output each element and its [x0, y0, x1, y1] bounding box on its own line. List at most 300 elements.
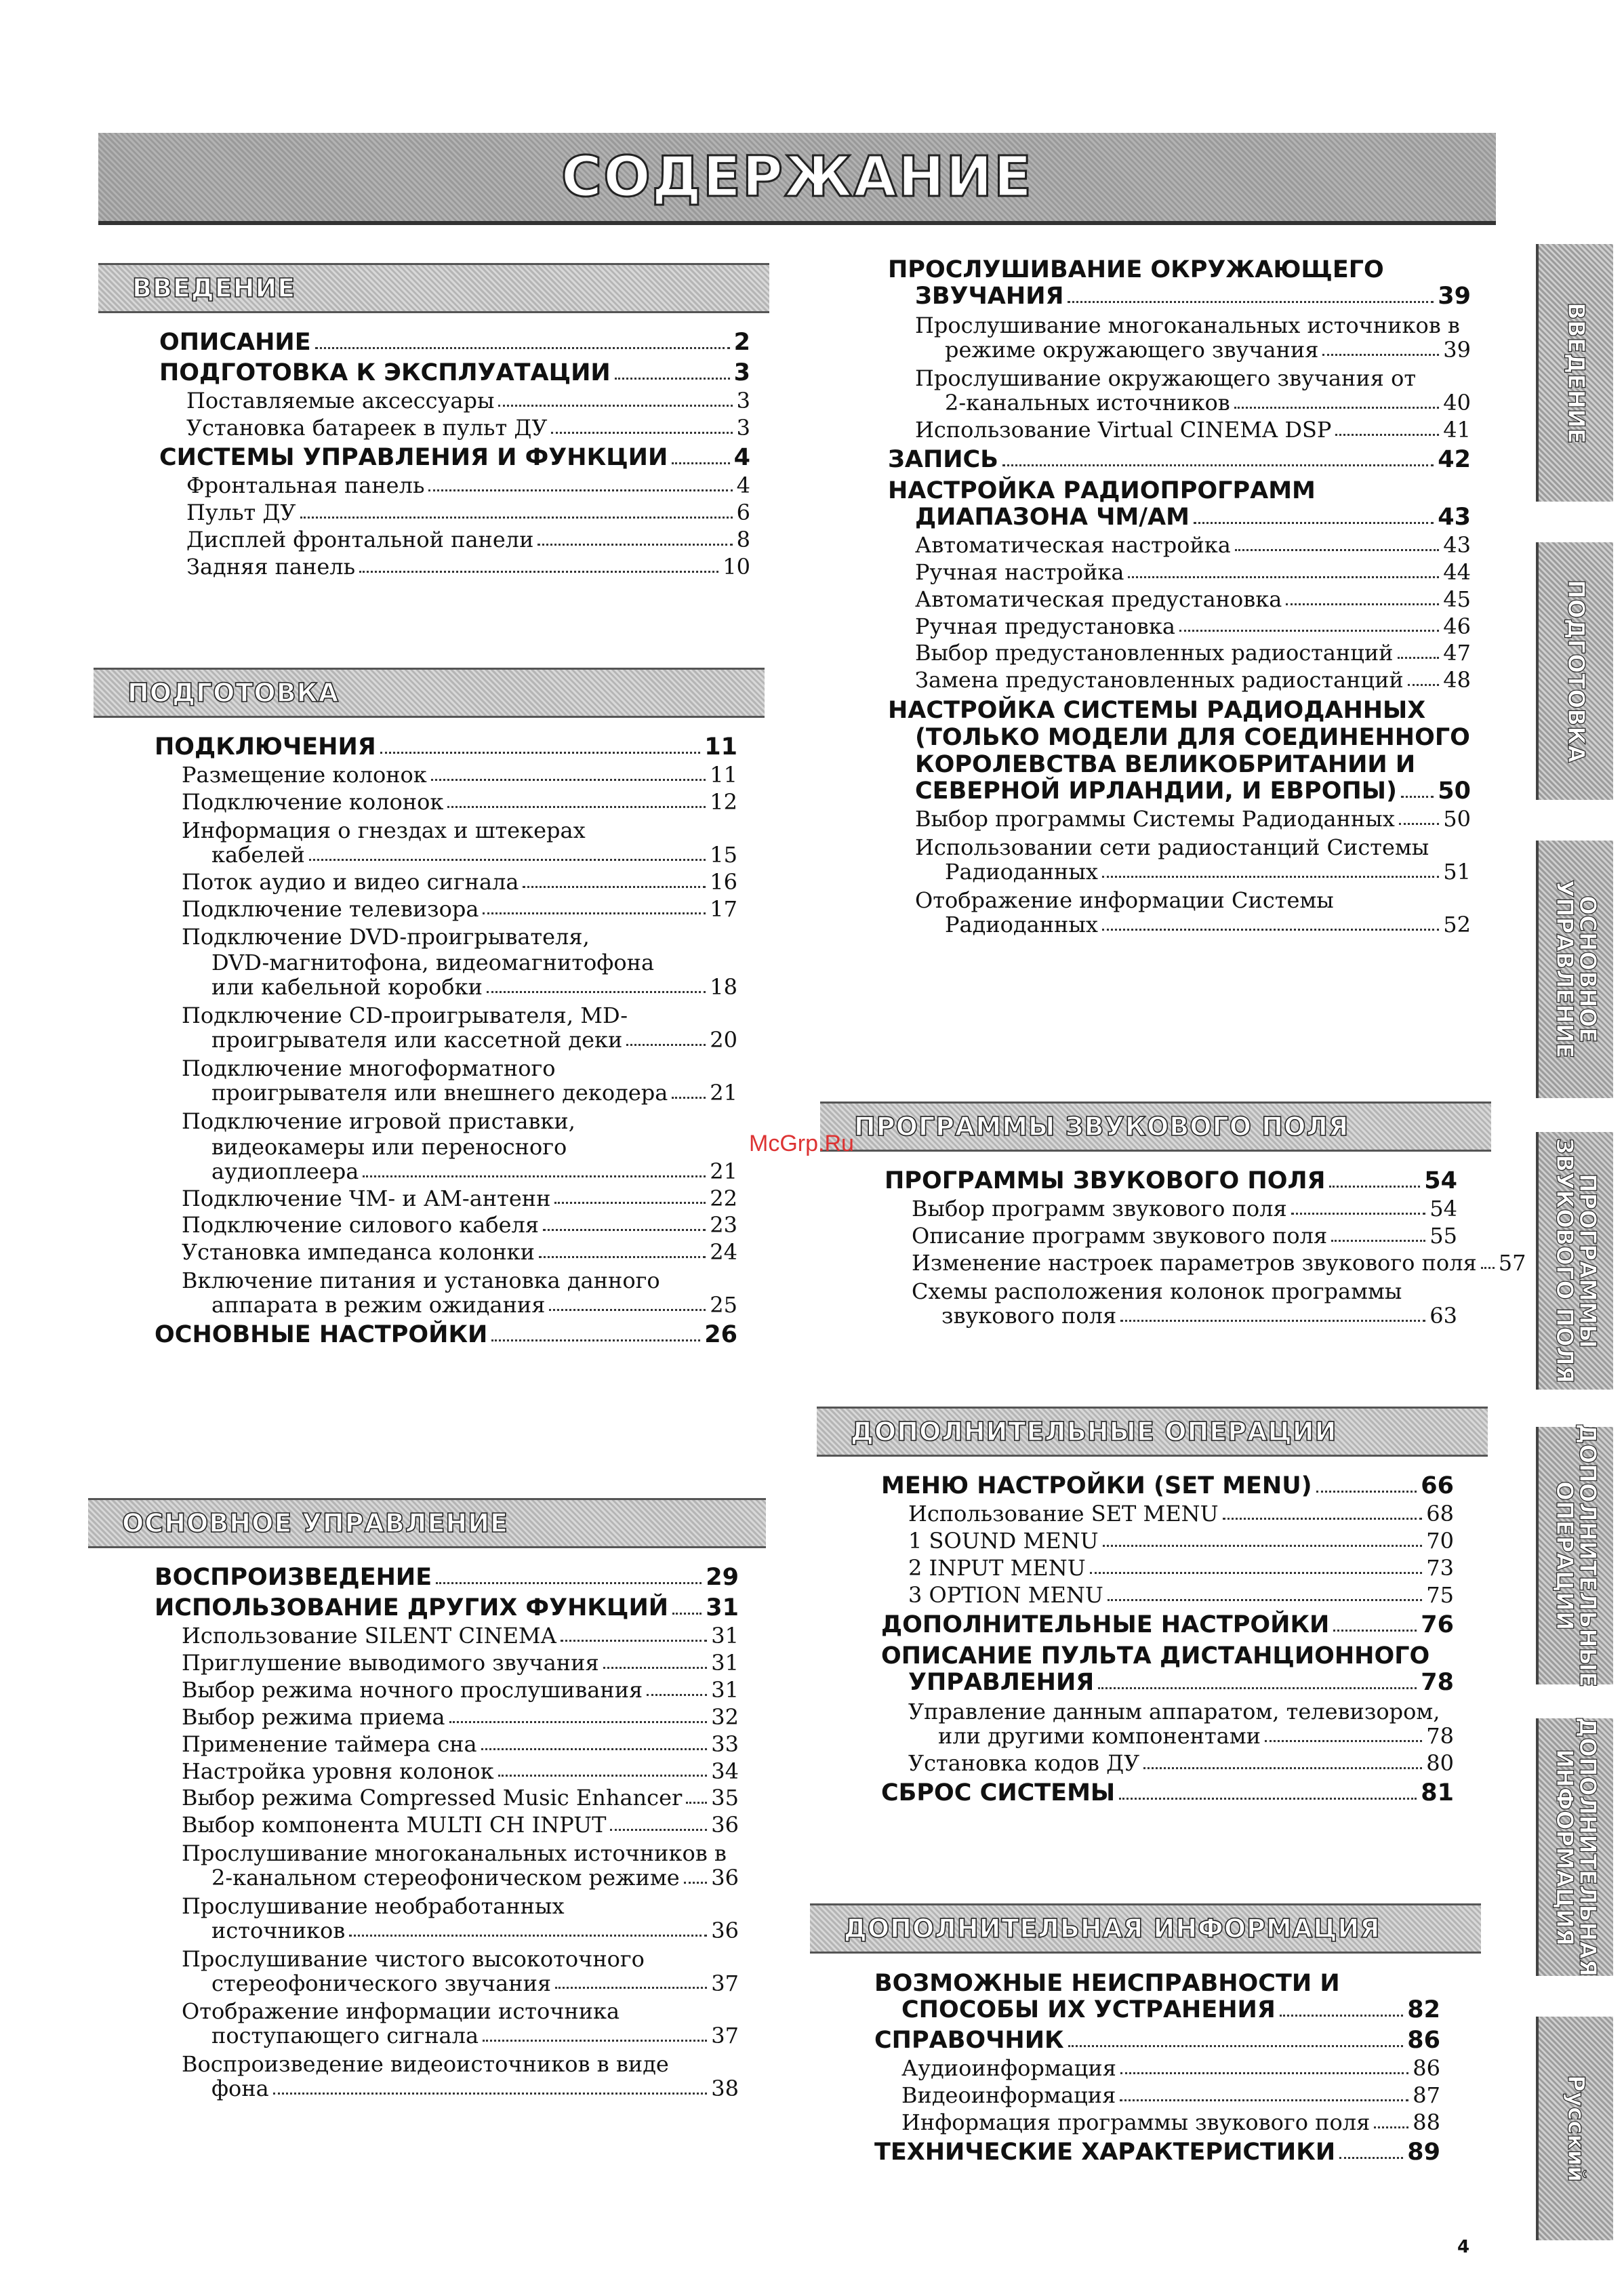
toc-entry-title: Использование Virtual CINEMA DSP [915, 416, 1332, 443]
toc-chapter[interactable] [155, 1564, 739, 1591]
toc-entry-last-line [901, 2057, 1440, 2081]
section-soundfield [820, 1102, 1526, 1329]
dot-leader [1002, 464, 1434, 466]
toc-entry-title: Подключение колонок [182, 789, 444, 815]
dot-leader [603, 1667, 708, 1669]
toc-entry[interactable] [885, 1249, 1526, 1276]
dot-leader [686, 1802, 707, 1804]
toc-page-number: 3 [733, 359, 750, 387]
toc-entry-title: Использование SILENT CINEMA [182, 1623, 556, 1649]
toc-entry-title: 3 OPTION MENU [908, 1581, 1103, 1608]
toc-entry[interactable] [888, 834, 1471, 885]
toc-entry-title: поступающего сигнала [211, 2023, 479, 2049]
toc-entry-last-line [182, 1786, 739, 1811]
dot-leader [561, 1640, 707, 1642]
toc-entry[interactable] [155, 1055, 737, 1106]
toc-entry[interactable] [881, 1752, 1454, 1776]
toc-entry-title: Задняя панель [186, 553, 356, 580]
toc-entry[interactable] [155, 763, 737, 788]
toc-entry[interactable] [159, 389, 750, 413]
toc-entry[interactable] [874, 2057, 1440, 2081]
dot-leader [1179, 630, 1439, 632]
toc-entry[interactable] [155, 1268, 737, 1318]
section-heading: ВВЕДЕНИЕ [98, 263, 769, 313]
dot-leader [537, 544, 732, 546]
toc-entry-title: 2-канальных источников [945, 390, 1230, 416]
dot-leader [498, 405, 732, 407]
toc-entry-last-line [182, 1293, 737, 1318]
dot-leader [483, 2040, 707, 2042]
toc-entry-title: Выбор режима ночного прослушивания [182, 1677, 643, 1703]
dot-leader [647, 1694, 707, 1696]
toc-chapter[interactable] [888, 477, 1471, 531]
toc-chapter[interactable] [888, 447, 1471, 473]
toc-entry-title: Приглушение выводимого звучания [182, 1650, 599, 1676]
toc-entry-last-line [915, 418, 1471, 443]
tab-info[interactable]: ДОПОЛНИТЕЛЬНАЯ ИНФОРМАЦИЯ [1536, 1718, 1613, 1976]
toc-entry[interactable] [159, 474, 750, 498]
dot-leader [1374, 2126, 1408, 2128]
toc-page-number: 20 [710, 1027, 737, 1053]
toc-entry[interactable] [155, 1108, 737, 1184]
toc-page-number: 68 [1426, 1501, 1454, 1527]
toc-entry-last-line [182, 1081, 737, 1106]
toc-page-number: 50 [1443, 806, 1471, 832]
dot-leader [359, 571, 718, 573]
toc-entry[interactable] [155, 1003, 737, 1053]
toc-entry[interactable] [888, 312, 1471, 363]
toc-entry[interactable] [155, 1651, 739, 1676]
dot-leader [449, 1721, 708, 1723]
toc-page-number: 39 [1443, 337, 1471, 363]
tab-prep[interactable]: ПОДГОТОВКА [1536, 542, 1613, 800]
toc-entry-line: Прослушивание многоканальных источников в [915, 312, 1460, 339]
toc-page-number: 37 [711, 1970, 739, 1996]
toc-entry-last-line [182, 790, 737, 815]
toc-page-number: 63 [1429, 1302, 1457, 1329]
toc-entry-last-line [182, 1972, 739, 1996]
toc-entry[interactable] [155, 924, 737, 1000]
dot-leader [1143, 1767, 1422, 1769]
toc-entry-last-line [888, 778, 1471, 805]
toc-entry-last-line [159, 329, 750, 356]
toc-entry-title: Подключение телевизора [182, 895, 479, 922]
toc-entry-last-line [888, 504, 1471, 531]
toc-entry-title: Ручная настройка [915, 559, 1124, 585]
toc-chapter[interactable] [155, 1322, 737, 1348]
toc-entry-title: Подключение ЧМ- и АМ-антенн [182, 1185, 551, 1211]
toc-entry[interactable] [888, 588, 1471, 612]
toc-entry-title: Выбор предустановленных радиостанций [915, 640, 1394, 666]
toc-chapter[interactable] [155, 1595, 739, 1621]
toc-entry[interactable] [155, 1705, 739, 1730]
dot-leader [273, 2093, 708, 2095]
dot-leader [447, 806, 706, 808]
dot-leader [1399, 823, 1440, 825]
section-advanced [817, 1407, 1488, 1806]
toc-entry-title: Дисплей фронтальной панели [186, 526, 534, 552]
toc-entry[interactable] [881, 1529, 1454, 1554]
toc-page-number: 26 [704, 1320, 737, 1348]
toc-page-number: 42 [1438, 445, 1471, 473]
toc-entry-title: ПОДГОТОВКА К ЭКСПЛУАТАЦИИ [159, 359, 611, 387]
toc-entry-last-line [182, 843, 737, 868]
dot-leader [1223, 1518, 1423, 1520]
dot-leader [1235, 549, 1439, 551]
toc-entry-title: аппарата в режим ожидания [211, 1292, 546, 1318]
toc-entry-last-line [901, 2084, 1440, 2108]
toc-entry-last-line [182, 1651, 739, 1676]
toc-entry-last-line [155, 1322, 737, 1348]
toc-entry-last-line [874, 2139, 1440, 2166]
dot-leader [1194, 522, 1434, 524]
toc-entry-line: Информация о гнездах и штекерах [182, 817, 586, 843]
toc-page-number: 8 [736, 526, 750, 552]
section-entries [810, 1954, 1481, 2166]
toc-entry-title: Фронтальная панель [186, 472, 425, 499]
toc-entry-title: СИСТЕМЫ УПРАВЛЕНИЯ И ФУНКЦИИ [159, 444, 668, 472]
toc-page-number: 81 [1421, 1779, 1454, 1806]
toc-entry-title: или кабельной коробки [211, 974, 483, 1001]
toc-entry-last-line [915, 860, 1471, 885]
toc-entry-last-line [915, 338, 1471, 363]
toc-entry-last-line [182, 2024, 739, 2048]
dot-leader [436, 1582, 702, 1584]
toc-entry-line: Подключение игровой приставки, [182, 1108, 575, 1134]
toc-entry-title: Использование SET MENU [908, 1501, 1219, 1527]
dot-leader [1103, 1545, 1423, 1547]
toc-entry-last-line [182, 870, 737, 895]
toc-entry-last-line [912, 1224, 1457, 1249]
toc-entry[interactable] [155, 1678, 739, 1703]
toc-entry-line: Воспроизведение видеоисточников в виде [182, 2051, 669, 2078]
dot-leader [1401, 796, 1434, 798]
toc-entry-line: Прослушивание многоканальных источников в [182, 1840, 727, 1866]
toc-entry-title: Замена предустановленных радиостанций [915, 667, 1404, 693]
toc-entry-title: Установка кодов ДУ [908, 1750, 1140, 1776]
toc-entry[interactable] [881, 1502, 1454, 1527]
toc-entry[interactable] [885, 1224, 1457, 1249]
toc-entry[interactable] [155, 1998, 739, 2048]
toc-entry[interactable] [874, 2111, 1440, 2135]
toc-entry-title: УПРАВЛЕНИЯ [908, 1668, 1095, 1696]
toc-entry-title: ИСПОЛЬЗОВАНИЕ ДРУГИХ ФУНКЦИЙ [155, 1594, 669, 1622]
toc-entry-last-line [908, 1583, 1454, 1608]
toc-chapter[interactable] [159, 445, 750, 471]
toc-entry[interactable] [155, 1786, 739, 1811]
toc-entry-last-line [182, 897, 737, 922]
toc-entry[interactable] [159, 501, 750, 525]
toc-entry-last-line [881, 1612, 1454, 1638]
toc-entry-title: 2 INPUT MENU [908, 1554, 1086, 1581]
toc-page-number: 89 [1407, 2138, 1440, 2166]
toc-entry-title: СБРОС СИСТЕМЫ [881, 1779, 1116, 1806]
toc-entry-title: Размещение колонок [182, 762, 427, 788]
toc-entry[interactable] [155, 1893, 739, 1943]
toc-entry[interactable] [888, 533, 1471, 558]
toc-page-number: 22 [710, 1185, 737, 1211]
dot-leader [539, 1256, 706, 1258]
toc-chapter[interactable] [888, 697, 1471, 805]
toc-page-number: 32 [711, 1703, 739, 1730]
toc-entry[interactable] [888, 641, 1471, 666]
toc-entry-title: СПРАВОЧНИК [874, 2027, 1064, 2055]
toc-chapter[interactable] [874, 1970, 1440, 2023]
toc-entry-title: Информация программы звукового поля [901, 2109, 1371, 2136]
tab-language[interactable]: Русский [1536, 2017, 1613, 2240]
section-entries [820, 256, 1491, 937]
toc-chapter[interactable] [885, 1168, 1457, 1194]
dot-leader [380, 752, 701, 754]
toc-entry-title: Пульт ДУ [186, 500, 296, 526]
toc-page-number: 54 [1424, 1167, 1457, 1194]
toc-entry-line: НАСТРОЙКА РАДИОПРОГРАММ [888, 477, 1316, 504]
toc-page-number: 44 [1443, 559, 1471, 585]
section-entries [820, 1152, 1526, 1329]
toc-chapter[interactable] [159, 360, 750, 386]
dot-leader [431, 779, 706, 781]
toc-page-number: 17 [710, 895, 737, 922]
tab-advanced[interactable]: ДОПОЛНИТЕЛЬНЫЕ ОПЕРАЦИИ [1536, 1427, 1613, 1684]
toc-entry-last-line [915, 391, 1471, 416]
toc-entry-line: Прослушивание окружающего звучания от [915, 365, 1417, 392]
dot-leader [1119, 1798, 1417, 1800]
toc-entry-line: Прослушивание необработанных [182, 1893, 565, 1919]
toc-entry[interactable] [885, 1197, 1457, 1221]
toc-entry[interactable] [888, 807, 1471, 832]
toc-entry[interactable] [888, 561, 1471, 585]
toc-entry-title: звукового поля [941, 1302, 1117, 1329]
toc-entry[interactable] [155, 1760, 739, 1784]
toc-page-number: 48 [1443, 667, 1471, 693]
toc-entry-title: Подключение силового кабеля [182, 1212, 540, 1238]
toc-entry-last-line [901, 2111, 1440, 2135]
toc-page-number: 16 [710, 868, 737, 895]
toc-entry-title: 2-канальном стереофоническом режиме [211, 1865, 680, 1891]
toc-page-number: 21 [710, 1158, 737, 1184]
dot-leader [309, 859, 706, 861]
toc-entry[interactable] [874, 2084, 1440, 2108]
toc-entry-last-line [915, 615, 1471, 639]
dot-leader [1098, 1687, 1417, 1689]
toc-entry[interactable] [155, 1733, 739, 1757]
toc-page-number: 55 [1429, 1223, 1457, 1249]
toc-entry-last-line [182, 1705, 739, 1730]
toc-page-number: 76 [1421, 1611, 1454, 1638]
toc-entry[interactable] [155, 1946, 739, 1996]
toc-entry-line: Отображение информации Системы [915, 887, 1334, 913]
dot-leader [1331, 1240, 1425, 1242]
toc-chapter[interactable] [881, 1642, 1454, 1696]
section-intro [98, 263, 769, 580]
toc-entry-title: ВОСПРОИЗВЕДЕНИЕ [155, 1564, 432, 1591]
toc-chapter[interactable] [881, 1780, 1454, 1806]
toc-page-number: 43 [1438, 503, 1471, 531]
dot-leader [523, 886, 706, 888]
tab-soundfield[interactable]: ПРОГРАММЫ ЗВУКОВОГО ПОЛЯ [1536, 1132, 1613, 1390]
toc-entry-last-line [908, 1529, 1454, 1554]
toc-page-number: 31 [711, 1650, 739, 1676]
toc-page-number: 45 [1443, 586, 1471, 612]
dot-leader [1102, 929, 1439, 931]
toc-page-number: 10 [723, 553, 750, 580]
toc-page-number: 31 [706, 1594, 739, 1622]
toc-page-number: 54 [1429, 1196, 1457, 1222]
toc-entry[interactable] [888, 887, 1471, 937]
section-heading: ПОДГОТОВКА [94, 668, 765, 718]
toc-entry-last-line [912, 1304, 1457, 1329]
toc-entry[interactable] [888, 615, 1471, 639]
toc-entry-title: СЕВЕРНОЙ ИРЛАНДИИ, И ЕВРОПЫ) [915, 777, 1398, 805]
toc-entry-title: 1 SOUND MENU [908, 1528, 1099, 1554]
dot-leader [549, 1309, 706, 1311]
toc-page-number: 57 [1498, 1249, 1526, 1276]
dot-leader [1090, 1572, 1423, 1574]
toc-page-number: 24 [710, 1239, 737, 1266]
dot-leader [483, 912, 706, 914]
section-heading: ОСНОВНОЕ УПРАВЛЕНИЕ [88, 1498, 766, 1548]
toc-chapter[interactable] [159, 329, 750, 356]
toc-page-number: 36 [711, 1812, 739, 1838]
toc-page-number: 80 [1426, 1750, 1454, 1776]
toc-chapter[interactable] [881, 1473, 1454, 1499]
dot-leader [1333, 1630, 1417, 1632]
toc-entry[interactable] [155, 870, 737, 895]
toc-page-number: 31 [711, 1677, 739, 1703]
toc-page-number: 18 [710, 974, 737, 1001]
toc-entry-last-line [908, 1724, 1454, 1749]
toc-entry-last-line [182, 975, 737, 1000]
toc-entry[interactable] [885, 1278, 1457, 1329]
toc-entry[interactable] [155, 790, 737, 815]
watermark: McGrp.Ru [749, 1131, 854, 1156]
toc-entry[interactable] [155, 817, 737, 868]
toc-entry-line: ВОЗМОЖНЫЕ НЕИСПРАВНОСТИ И [874, 1970, 1340, 1997]
toc-entry[interactable] [155, 2051, 739, 2101]
toc-entry-line: Прослушивание чистого высокоточного [182, 1945, 645, 1972]
toc-page-number: 39 [1438, 283, 1471, 310]
toc-entry[interactable] [155, 1840, 739, 1891]
toc-entry-last-line [908, 1752, 1454, 1776]
toc-entry[interactable] [888, 365, 1471, 416]
dot-leader [300, 517, 733, 519]
toc-entry-last-line [182, 1866, 739, 1891]
page-title: СОДЕРЖАНИЕ [561, 144, 1034, 209]
toc-chapter[interactable] [155, 734, 737, 761]
dot-leader [672, 1097, 706, 1099]
toc-page-number: 12 [710, 789, 737, 815]
toc-entry[interactable] [155, 1813, 739, 1838]
dot-leader [1128, 576, 1439, 578]
toc-entry-last-line [186, 528, 750, 552]
toc-entry-line: Отображение информации источника [182, 1998, 620, 2025]
toc-page-number: 41 [1443, 416, 1471, 443]
dot-leader [1322, 354, 1439, 356]
toc-entry-line: НАСТРОЙКА СИСТЕМЫ РАДИОДАННЫХ [888, 697, 1426, 725]
toc-entry-title: стереофонического звучания [211, 1970, 552, 1996]
dot-leader [1291, 1213, 1426, 1215]
toc-entry[interactable] [159, 528, 750, 552]
toc-entry-last-line [182, 1624, 739, 1649]
dot-leader [1120, 2072, 1408, 2074]
toc-entry[interactable] [159, 555, 750, 580]
dot-leader [1102, 876, 1439, 878]
toc-entry-title: Аудиоинформация [901, 2055, 1116, 2082]
toc-entry-line: DVD-магнитофона, видеомагнитофона [211, 950, 655, 976]
dot-leader [1339, 2157, 1403, 2159]
dot-leader [551, 432, 732, 434]
toc-page-number: 50 [1438, 777, 1471, 805]
toc-entry-title: фона [211, 2076, 269, 2102]
toc-entry[interactable] [155, 1624, 739, 1649]
toc-entry-title: источников [211, 1917, 346, 1943]
tab-basic[interactable]: ОСНОВНОЕ УПРАВЛЕНИЕ [1536, 841, 1613, 1098]
toc-page-number: 11 [704, 733, 737, 761]
toc-entry[interactable] [155, 1213, 737, 1238]
toc-entry-last-line [182, 1240, 737, 1265]
toc-entry[interactable] [881, 1699, 1454, 1749]
toc-page-number: 33 [711, 1731, 739, 1757]
toc-entry-title: СПОСОБЫ ИХ УСТРАНЕНИЯ [901, 1996, 1276, 2023]
toc-entry-title: Видеоинформация [901, 2082, 1116, 2109]
dot-leader [543, 1229, 706, 1231]
toc-entry-title: кабелей [211, 841, 305, 868]
toc-entry-last-line [885, 1168, 1457, 1194]
toc-entry-title: Описание программ звукового поля [912, 1223, 1328, 1249]
toc-entry-title: Установка импеданса колонки [182, 1239, 535, 1266]
toc-entry-line: Подключение CD-проигрывателя, MD- [182, 1003, 628, 1029]
section-entries [94, 718, 765, 1348]
toc-entry[interactable] [155, 897, 737, 922]
toc-chapter[interactable] [888, 256, 1471, 310]
toc-entry[interactable] [159, 416, 750, 441]
toc-entry-last-line [155, 1595, 739, 1621]
toc-entry-last-line [159, 360, 750, 386]
section-surround [820, 252, 1491, 937]
toc-chapter[interactable] [874, 2027, 1440, 2054]
tab-intro[interactable]: ВВЕДЕНИЕ [1536, 244, 1613, 502]
toc-chapter[interactable] [881, 1612, 1454, 1638]
toc-entry-last-line [888, 447, 1471, 473]
toc-entry-last-line [915, 807, 1471, 832]
toc-entry[interactable] [881, 1556, 1454, 1581]
toc-chapter[interactable] [874, 2139, 1440, 2166]
toc-entry[interactable] [888, 668, 1471, 693]
toc-entry-last-line [182, 763, 737, 788]
toc-entry[interactable] [888, 418, 1471, 443]
dot-leader [610, 1829, 707, 1831]
dot-leader [1408, 684, 1440, 686]
section-heading: ДОПОЛНИТЕЛЬНЫЕ ОПЕРАЦИИ [817, 1407, 1488, 1457]
toc-entry-title: или другими компонентами [938, 1722, 1261, 1749]
toc-entry-line: Подключение DVD-проигрывателя, [182, 924, 590, 950]
toc-entry-last-line [874, 2027, 1440, 2054]
toc-entry[interactable] [155, 1187, 737, 1211]
toc-entry-line: Схемы расположения колонок программы [912, 1278, 1402, 1304]
toc-entry-title: ПРОГРАММЫ ЗВУКОВОГО ПОЛЯ [885, 1167, 1326, 1194]
dot-leader [1120, 1320, 1425, 1322]
toc-entry-last-line [881, 1780, 1454, 1806]
toc-entry-title: режиме окружающего звучания [945, 337, 1319, 363]
toc-page-number: 36 [711, 1917, 739, 1943]
section-heading: ДОПОЛНИТЕЛЬНАЯ ИНФОРМАЦИЯ [810, 1903, 1481, 1954]
section-entries [88, 1548, 766, 2101]
toc-entry[interactable] [155, 1240, 737, 1265]
toc-entry-line: (ТОЛЬКО МОДЕЛИ ДЛЯ СОЕДИНЕННОГО [915, 724, 1470, 752]
toc-entry-title: Настройка уровня колонок [182, 1758, 494, 1784]
toc-entry[interactable] [881, 1583, 1454, 1608]
toc-entry-last-line [881, 1670, 1454, 1696]
